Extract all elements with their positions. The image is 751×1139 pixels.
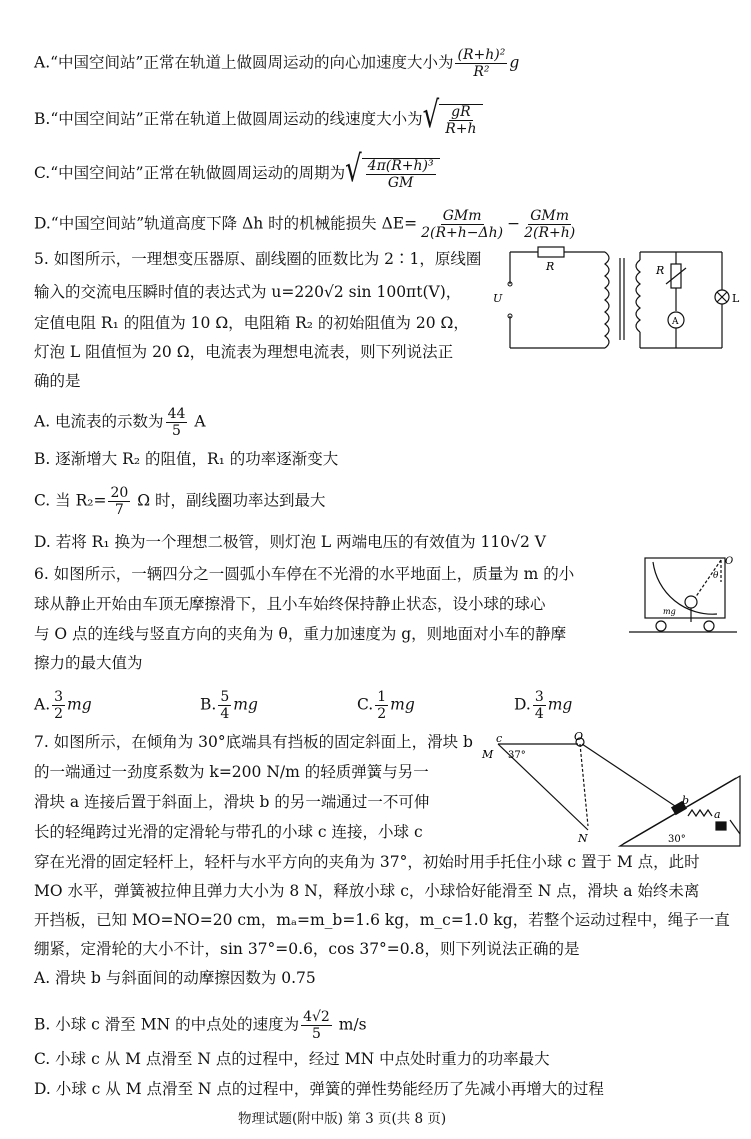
q6-c-label: C. <box>357 695 374 714</box>
q6-d-num: 3 <box>534 689 544 705</box>
q7-stem-line2: 的一端通过一劲度系数为 k=200 N/m 的轻质弹簧与另一 <box>34 763 429 781</box>
q5-option-a <box>34 407 206 438</box>
q7-b-frac <box>301 1010 332 1041</box>
q5-option-c <box>34 486 326 517</box>
q6-option-d <box>514 690 572 721</box>
q6-d-frac <box>533 690 546 721</box>
q6-fig-label-theta: θ <box>713 571 719 581</box>
q6-d-label: D. <box>514 695 531 714</box>
q7-option-d: D. 小球 c 从 M 点滑至 N 点的过程中，弹簧的弹性势能经历了先减小再增大的过程 <box>34 1080 604 1098</box>
q4-option-c-sqrt: √ $\frac{\text{4π(R+h)³}}{GM}$ <box>345 158 440 190</box>
q4-a-tail: g <box>509 53 520 72</box>
q4-option-b-sqrt: √ $\frac{gR}{R+h}$ <box>423 104 483 136</box>
q4-option-a-text: A.“中国空间站”正常在轨道上做圆周运动的向心加速度大小为 <box>34 53 454 72</box>
q4-option-c-text: C.“中国空间站”正常在轨做圆周运动的周期为 <box>34 164 346 182</box>
q5-a-pre: A. 电流表的示数为 <box>34 412 164 431</box>
q7-fig-label-m: M <box>482 748 494 761</box>
q6-c-frac <box>375 690 388 721</box>
q7-stem-line1: 7. 如图所示，在倾角为 30°底端具有挡板的固定斜面上，滑块 b <box>34 733 473 751</box>
q7-stem-line6: MO 水平，弹簧被拉伸且弹力大小为 8 N，释放小球 c，小球恰好能滑至 N 点，滑块 a 始终未离 <box>34 882 700 900</box>
q7-stem-line8: 绷紧，定滑轮的大小不计，sin 37°=0.6，cos 37°=0.8，则下列说法正确的是 <box>34 940 580 958</box>
q6-stem-line4: 擦力的最大值为 <box>34 654 143 672</box>
q5-c-den: 7 <box>114 502 124 518</box>
q4-d-num2: GMm <box>530 208 570 224</box>
q4-option-a <box>34 48 519 79</box>
q6-a-mg: mg <box>67 695 92 714</box>
q6-d-den: 4 <box>534 706 544 722</box>
q4-b-den: R+h <box>445 121 477 137</box>
q4-c-den: GM <box>387 175 414 191</box>
q7-stem-line5: 穿在光滑的固定轻杆上，轻杆与水平方向的夹角为 37°，初始时用手托住小球 c 置于 M 点，此时 <box>34 853 700 871</box>
q7-fig-label-slope: 30° <box>668 834 686 845</box>
q7-fig-label-n: N <box>578 832 588 845</box>
q5-a-post: A <box>189 412 206 431</box>
q5-c-post: Ω 时，副线圈功率达到最大 <box>132 491 326 510</box>
q4-option-b <box>34 94 483 137</box>
q7-option-c: C. 小球 c 从 M 点滑至 N 点的过程中，经过 MN 中点处时重力的功率最大 <box>34 1050 550 1068</box>
q4-a-den: R² <box>473 64 490 80</box>
q7-incline-diagram <box>478 730 743 852</box>
q5-c-pre: C. 当 R₂= <box>34 491 107 510</box>
q6-stem-line1: 6. 如图所示，一辆四分之一圆弧小车停在不光滑的水平地面上，质量为 m 的小 <box>34 565 575 583</box>
q6-b-num: 5 <box>220 689 230 705</box>
q6-a-label: A. <box>34 695 51 714</box>
q5-a-num: 44 <box>167 406 186 422</box>
q6-stem-line3: 与 O 点的连线与竖直方向的夹角为 θ，重力加速度为 g，则地面对小车的静摩 <box>34 625 567 643</box>
q5-stem-line3: 定值电阻 R₁ 的阻值为 10 Ω，电阻箱 R₂ 的初始阻值为 20 Ω， <box>34 314 469 332</box>
q4-option-d <box>34 209 579 240</box>
q4-option-d-text: D.“中国空间站”轨道高度下降 Δh 时的机械能损失 ΔE= <box>34 214 418 233</box>
q4-b-num: gR <box>451 104 471 120</box>
q7-b-post: m/s <box>333 1015 367 1034</box>
q7-fig-label-a: a <box>714 808 721 821</box>
q6-b-frac <box>218 690 231 721</box>
q7-fig-label-b: b <box>682 794 690 807</box>
q5-stem-line5: 确的是 <box>34 372 81 390</box>
q7-b-pre: B. 小球 c 滑至 MN 的中点处的速度为 <box>34 1015 300 1034</box>
q7-stem-line7: 开挡板，已知 MO=NO=20 cm，mₐ=m_b=1.6 kg，m_c=1.0 kg，若整个运动过程中，绳子一直 <box>34 911 730 929</box>
q7-fig-label-o: O <box>574 730 584 743</box>
q5-stem-line1: 5. 如图所示，一理想变压器原、副线圈的匝数比为 2∶1，原线圈 <box>34 250 482 268</box>
q7-fig-label-c: c <box>496 732 503 745</box>
q7-fig-label-angle: 37° <box>508 750 526 761</box>
q5-fig-label-r2: R <box>656 264 665 277</box>
q7-option-a: A. 滑块 b 与斜面间的动摩擦因数为 0.75 <box>34 969 316 987</box>
q6-c-den: 2 <box>377 706 387 722</box>
q6-c-num: 1 <box>377 689 387 705</box>
q5-fig-label-ammeter: A <box>672 317 679 327</box>
q5-c-num: 20 <box>110 485 129 501</box>
q7-stem-line3: 滑块 a 连接后置于斜面上，滑块 b 的另一端通过一不可伸 <box>34 793 430 811</box>
q6-cart-diagram <box>625 552 740 640</box>
q4-c-num: 4π(R+h)³ <box>367 158 434 174</box>
q5-a-den: 5 <box>172 423 181 439</box>
q4-d-den1: 2(R+h−Δh) <box>421 225 504 241</box>
q4-option-c <box>34 148 440 191</box>
q6-b-mg: mg <box>233 695 258 714</box>
q4-d-num1: GMm <box>442 208 482 224</box>
q6-c-mg: mg <box>390 695 415 714</box>
q6-option-c <box>357 690 415 721</box>
q6-option-b <box>200 690 258 721</box>
q6-option-a <box>34 690 92 721</box>
page-footer: 物理试题(附中版) 第 3 页(共 8 页) <box>238 1111 447 1127</box>
q5-fig-label-lamp: L <box>732 292 740 305</box>
q5-a-frac <box>166 407 188 438</box>
q5-stem-line2: 输入的交流电压瞬时值的表达式为 u=220√2 sin 100πt(V)， <box>34 283 462 301</box>
q5-fig-label-u: U <box>493 292 503 305</box>
q6-a-frac <box>52 690 65 721</box>
q7-b-den: 5 <box>311 1026 321 1042</box>
q4-a-num: (R+h)² <box>457 47 506 63</box>
q4-d-frac1 <box>419 209 505 240</box>
q5-circuit-diagram <box>490 240 750 360</box>
q6-a-num: 3 <box>54 689 64 705</box>
q5-option-d: D. 若将 R₁ 换为一个理想二极管，则灯泡 L 两端电压的有效值为 110√2 V <box>34 533 546 551</box>
q4-d-frac2 <box>522 209 577 240</box>
q4-option-b-text: B.“中国空间站”正常在轨道上做圆周运动的线速度大小为 <box>34 110 423 128</box>
q7-option-b <box>34 1010 367 1041</box>
q4-d-den2: 2(R+h) <box>524 225 576 241</box>
q7-b-num: 4√2 <box>303 1009 330 1025</box>
q5-c-frac <box>108 486 130 517</box>
q6-d-mg: mg <box>547 695 573 714</box>
q6-b-den: 4 <box>220 706 230 722</box>
q4-option-a-fraction <box>455 48 507 79</box>
q6-stem-line2: 球从静止开始由车顶无摩擦滑下，且小车始终保持静止状态，设小球的球心 <box>34 595 546 613</box>
q7-stem-line4: 长的轻绳跨过光滑的定滑轮与带孔的小球 c 连接，小球 c <box>34 823 423 841</box>
q6-fig-label-o: O <box>725 556 734 567</box>
q4-d-minus: − <box>507 214 521 233</box>
q5-stem-line4: 灯泡 L 阻值恒为 20 Ω，电流表为理想电流表，则下列说法正 <box>34 343 454 361</box>
q5-fig-label-r: R <box>546 260 555 273</box>
q6-a-den: 2 <box>54 706 64 722</box>
q5-option-b: B. 逐渐增大 R₂ 的阻值，R₁ 的功率逐渐变大 <box>34 450 339 468</box>
q6-b-label: B. <box>200 695 217 714</box>
q6-fig-label-mg: mg <box>663 607 676 616</box>
